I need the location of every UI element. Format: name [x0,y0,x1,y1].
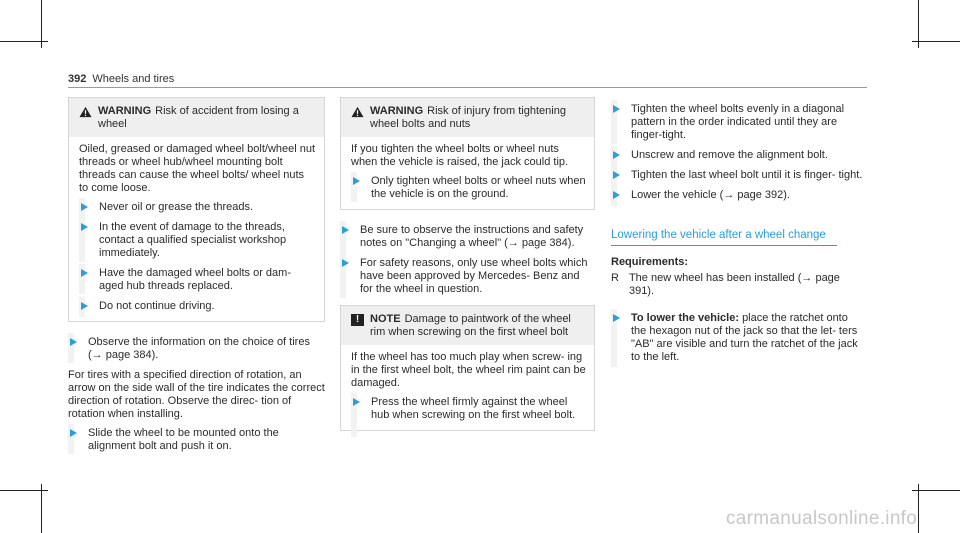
step-item: Observe the information on the choice of tires (→ page 384). [68,336,325,362]
note-label: NOTE [370,313,401,325]
crop-mark [0,490,48,491]
step-item: Be sure to observe the instructions and safety notes on "Changing a wheel" (→ page 384). [340,224,595,250]
step-arrow-icon [613,314,620,322]
header-rule [68,87,867,88]
step-item: Slide the wheel to be mounted onto the alignment bolt and push it on. [68,427,325,453]
note-header [341,306,594,345]
step-arrow-icon [342,226,349,234]
warning-label: WARNING [370,105,424,117]
crop-mark [918,484,919,533]
column-3 [611,97,866,371]
section-name: Wheels and tires [92,73,175,85]
page-number: 392 [68,73,87,85]
section-rule [611,245,837,246]
bullet-marker: R [611,272,619,284]
exclamation-icon: ! [351,314,364,326]
warning-header [69,98,324,137]
step-item: Only tighten wheel bolts or wheel nuts when the vehicle is on the ground. [351,175,586,201]
requirements-label: Requirements: [611,256,689,268]
warning-text: If you tighten the wheel bolts or wheel nuts when the vehicle is raised, the jack could tip. [351,143,569,168]
warning-box [68,97,325,322]
crop-mark [912,41,960,42]
paragraph: For tires with a specified direction of rotation, an arrow on the side wall of the tire indicates the correct direction of rotation. Observe the direc- tion of rotation when installing. [68,369,325,420]
section-title: Lowering the vehicle after a wheel change [611,229,826,241]
step-item [611,312,866,364]
step-item: Do not continue driving. [79,300,316,313]
step-arrow-icon [613,171,620,179]
step-arrow-icon [613,191,620,199]
note-body [341,345,594,430]
step-item: Lower the vehicle (→ page 392). [611,189,866,202]
warning-body [69,137,324,321]
warning-triangle-icon [351,106,364,118]
step-arrow-icon [353,398,360,406]
step-item: In the event of damage to the threads, contact a qualified specialist workshop immediately. [79,221,316,260]
step-arrow-icon [353,177,360,185]
requirement-item [611,272,866,298]
step-arrow-icon [70,429,77,437]
step-arrow-icon [613,151,620,159]
crop-mark [0,41,48,42]
crop-mark [41,484,42,533]
warning-text: Oiled, greased or damaged wheel bolt/wheel nut threads or wheel hub/wheel mounting bolt threads can cause the wheel bolts/ wheel nuts to come loose. [79,143,316,194]
column-1 [68,97,325,460]
note-title: Damage to paintwork of the wheel rim when screwing on the first wheel bolt [370,313,571,338]
step-item: For safety reasons, only use wheel bolts which have been approved by Mercedes- Benz and for the wheel in question. [340,257,595,296]
crop-mark [912,490,960,491]
step-arrow-icon [81,223,88,231]
step-item: Tighten the last wheel bolt until it is finger- tight. [611,169,866,182]
warning-body [341,137,594,209]
note-box [340,305,595,431]
step-item: Never oil or grease the threads. [79,201,316,214]
step-text: place the ratchet onto the hexagon nut of the jack so that the let- ters "AB" are visible and turn the ratchet of the jack to the left. [631,312,858,363]
watermark: carmanualsonline.info [726,508,918,529]
warning-box [340,97,595,210]
step-item: Press the wheel firmly against the wheel hub when screwing on the first wheel bolt. [351,396,586,422]
step-arrow-icon [613,105,620,113]
page-header [68,73,174,85]
step-arrow-icon [70,338,77,346]
warning-triangle-icon [79,106,92,118]
step-item: Tighten the wheel bolts evenly in a diagonal pattern in the order indicated until they are finger-tight. [611,103,866,142]
step-arrow-icon [81,203,88,211]
warning-label: WARNING [98,105,152,117]
step-lead: To lower the vehicle: [631,312,739,324]
note-text: If the wheel has too much play when screw- ing in the first wheel bolt, the wheel rim paint can be damaged. [351,351,586,389]
requirement-text: The new wheel has been installed (→ page 391). [628,272,840,297]
step-arrow-icon [342,259,349,267]
step-item: Unscrew and remove the alignment bolt. [611,149,866,162]
step-item: Have the damaged wheel bolts or dam- aged hub threads replaced. [79,267,316,293]
warning-title: Risk of accident from losing a wheel [98,105,299,130]
warning-header [341,98,594,137]
step-arrow-icon [81,302,88,310]
warning-title: Risk of injury from tightening wheel bolts and nuts [370,105,566,130]
column-2 [340,97,595,431]
step-arrow-icon [81,269,88,277]
